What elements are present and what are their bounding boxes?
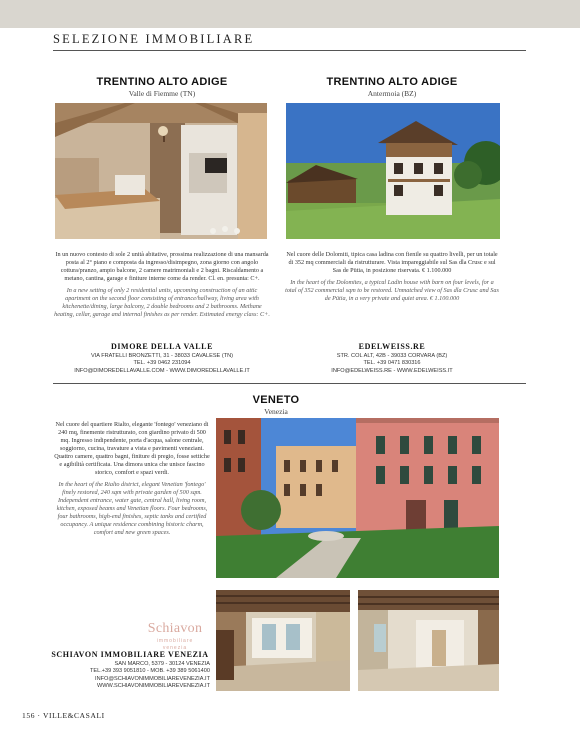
listing-3-agency-phone: TEL.+39 393 9051810 - MOB. +39 389 5061400 xyxy=(89,668,210,675)
listing-2-header xyxy=(283,76,501,98)
listing-3-description xyxy=(54,421,210,541)
listing-3-agency-web: WWW.SCHIAVONIMMOBILIAREVENEZIA.IT xyxy=(96,682,210,689)
listing-3-location: Venezia xyxy=(264,407,288,416)
listing-2-agency-address: STR. COL ALT, 42B - 39033 CORVARA (BZ) xyxy=(336,353,448,360)
header-divider xyxy=(53,50,526,51)
page-footer: 156 · VILLE&CASALI xyxy=(22,711,105,720)
listing-1-desc-en: In a new setting of only 2 residential units, upcoming construction of an attic apartment on the second floor consisting of entrance/hallway, living area with kitchenette/dining, large balcony, 2 double bedrooms and 2 bathrooms. Methane heating, cellar, garage and internal finishes as per render. Estimated energy class: C+. xyxy=(54,287,270,318)
top-band xyxy=(0,0,580,28)
schiavon-logo xyxy=(140,621,210,651)
listing-2-agency-name: EDELWEISS.RE xyxy=(358,342,426,351)
listing-3-header xyxy=(176,394,376,416)
listing-1-agency-phone: TEL. +39 0462 231094 xyxy=(133,360,191,367)
listing-1-agency-contacts: INFO@DIMOREDELLAVALLE.COM - WWW.DIMOREDELLAVALLE.IT xyxy=(74,367,250,374)
listing-1-header xyxy=(53,76,271,98)
listing-1-location: Valle di Fiemme (TN) xyxy=(128,89,196,98)
listing-2-region: TRENTINO ALTO ADIGE xyxy=(326,76,458,88)
listing-3-agency-name: SCHIAVON IMMOBILIARE VENEZIA xyxy=(51,650,209,659)
listing-2-desc-it: Nel cuore delle Dolomiti, tipica casa ladina con fienile su quattro livelli, per un totale di 352 mq commerciali da ristrutturare. Vista impareggiabile sul Sas dla Crusc e sul Sas de Pütia, in posizione riservata. € 1.100.000 xyxy=(286,251,498,274)
logo-line-3: venezia xyxy=(162,645,188,651)
listing-3-region: VENETO xyxy=(252,394,300,406)
listing-1-agency-address: VIA FRATELLI BRONZETTI, 31 - 38033 CAVALESE (TN) xyxy=(90,353,234,360)
listing-2-photo xyxy=(286,103,500,239)
listing-3-photo-main xyxy=(216,418,499,578)
listing-3-agency xyxy=(50,651,210,690)
listing-1-region: TRENTINO ALTO ADIGE xyxy=(96,76,228,88)
listing-2-location: Antermoia (BZ) xyxy=(367,89,417,98)
listing-2-agency-contacts: INFO@EDELWEISS.RE - WWW.EDELWEISS.IT xyxy=(331,367,453,374)
listing-3-photo-interior-1 xyxy=(216,590,350,691)
listing-1-agency xyxy=(54,343,270,375)
listing-1-desc-it: In un nuovo contesto di sole 2 unità abitative, prossima realizzazione di una mansarda posta al 2° piano e composta da ingresso/disimpegno, zona giorno con angolo cottura/pranzo, ampio balcone, 2 camere matrimoniali e 2 bagni. Riscaldamento a metano, cantina, garage e finiture interne come da render. Cl. en. presunta: C+. xyxy=(55,251,269,282)
listing-2-agency xyxy=(284,343,500,375)
section-divider xyxy=(53,383,526,384)
section-header: SELEZIONE IMMOBILIARE xyxy=(53,32,255,46)
listing-3-desc-it: Nel cuore del quartiere Rialto, elegante 'fontego' veneziano di 240 mq, finemente ristrutturato, con giardino privato di 500 mq. Ingresso indipendente, porta d'acqua, salone centrale, soggiorno, cucina, travature a vista e pavimenti veneziani. Quattro camere, quattro bagni, finiture di pregio, fosse settiche e agibilità certificata. Una dimora unica che unisce fascino storico, comfort e spazi verdi. xyxy=(54,421,210,476)
listing-1-photo xyxy=(55,103,267,239)
listing-3-photo-interior-2 xyxy=(358,590,499,691)
listing-3-agency-address: SAN MARCO, 5379 - 30124 VENEZIA xyxy=(114,661,210,668)
listing-3-agency-email: INFO@SCHIAVONIMMOBILIAREVENEZIA.IT xyxy=(95,675,210,682)
listing-2-agency-phone: TEL. +39 0471 830316 xyxy=(363,360,421,367)
logo-line-2: immobiliare xyxy=(156,638,194,644)
listing-1-description xyxy=(54,251,270,323)
listing-1-agency-name: DIMORE DELLA VALLE xyxy=(110,342,214,351)
logo-line-1: Schiavon xyxy=(147,621,203,636)
listing-2-description xyxy=(284,251,500,307)
listing-3-desc-en: In the heart of the Rialto district, elegant Venetian 'fontego' finely restored, 240 sqm with private garden of 500 sqm. Independent entrance, water gate, central hall, living room, kitchen, exposed beams and Venetian floors. Four bedrooms, four bathrooms, high-end finishes, septic tanks and certified occupancy. A unique residence combining historic charm, comfort and new green spaces. xyxy=(56,481,208,536)
listing-2-desc-en: In the heart of the Dolomites, a typical Ladin house with barn on four levels, for a total of 352 commercial sqm to be restored. Unmatched view of Sas dla Crusc and Sas de Pütia, in a very private and quiet area. € 1.100.000 xyxy=(285,279,499,302)
